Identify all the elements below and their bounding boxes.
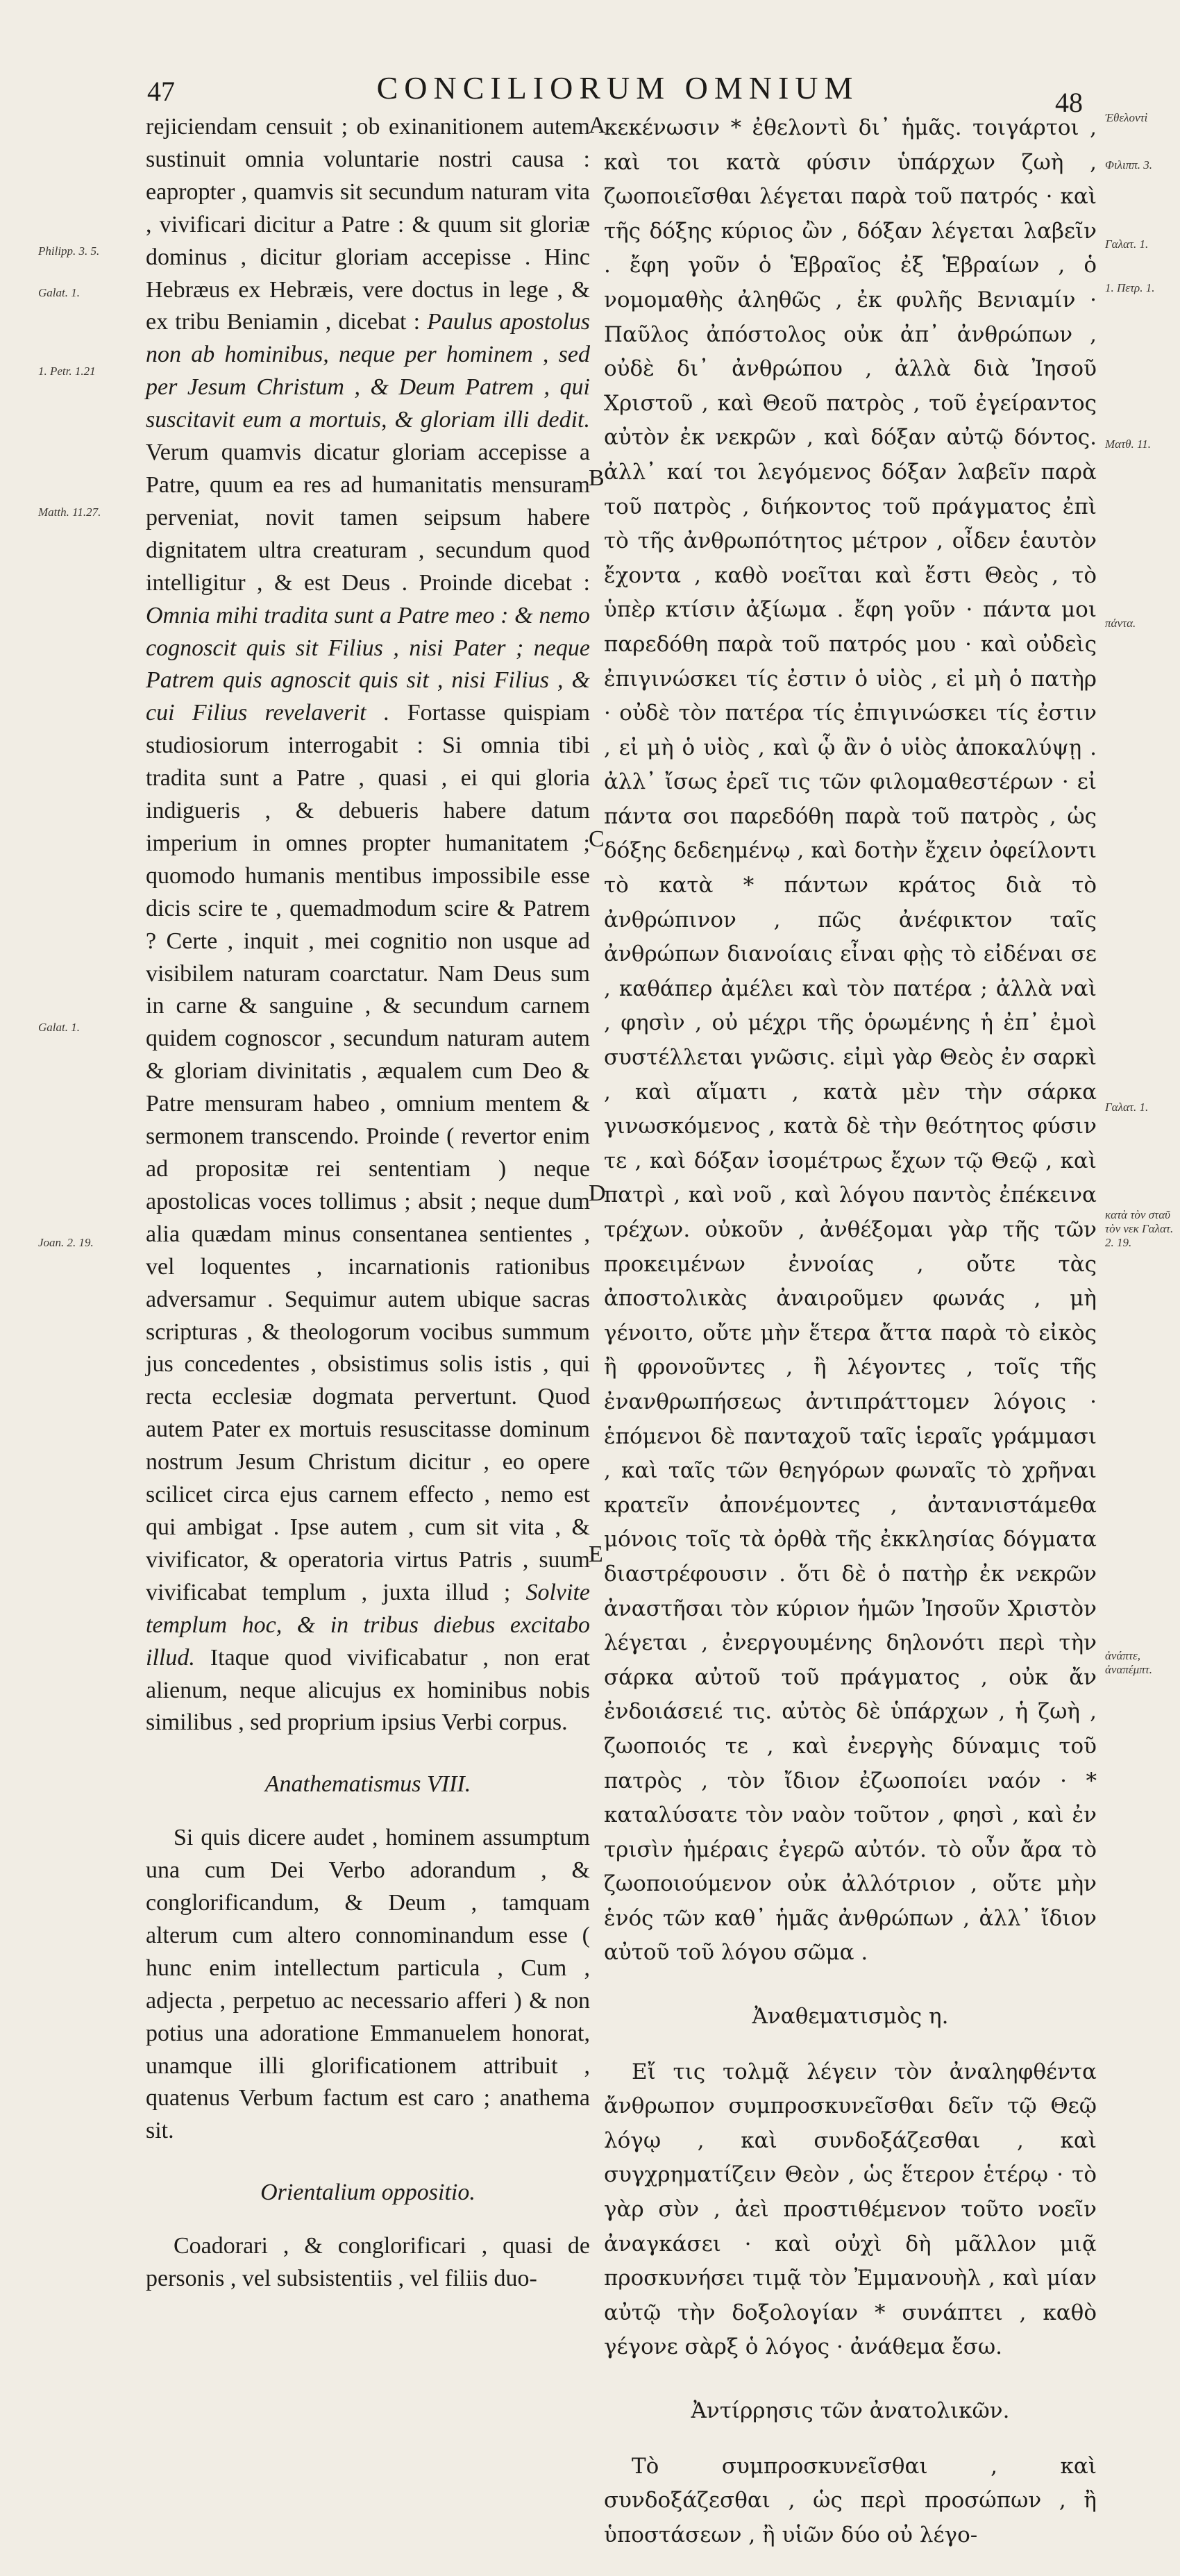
- greek-paragraph: κεκένωσιν * ἐθελοντὶ δι᾽ ἡμᾶς. τοιγάρτοι , καὶ τοι κατὰ φύσιν ὑπάρχων ζωὴ , ζωοποιεῖσθαι λέγεται παρὰ τοῦ πατρός · καὶ τῆς δόξης κύριος ὢν , δόξαν λέγεται λαβεῖν . ἔφη γοῦν ὁ Ἑβραῖος ἐξ Ἑβραίων , ὁ νομομαθὴς ἀληθῶς , ἐκ φυλῆς Βενιαμίν · Παῦλος ἀπόστολος οὐκ ἀπ᾽ ἀνθρώπων , οὐδὲ δι᾽ ἀνθρώπου , ἀλλὰ διὰ Ἰησοῦ Χριστοῦ , καὶ Θεοῦ πατρὸς , τοῦ ἐγείραντος αὐτὸν ἐκ νεκρῶν , καὶ δόξαν αὐτῷ δόντος. ἀλλ᾽ καί τοι λεγόμενος δόξαν λαβεῖν παρὰ τοῦ πατρὸς , διήκοντος τοῦ πράγματος ἐπὶ τὸ τῆς ἀνθρωπότητος μέτρον , οἶδεν ἑαυτὸν ἔχοντα , καθὸ νοεῖται καὶ ἔστι Θεὸς , τὸ ὑπὲρ κτίσιν ἀξίωμα . ἔφη γοῦν · πάντα μοι παρεδόθη παρὰ τοῦ πατρός μου · καὶ οὐδεὶς ἐπιγινώσκει τίς ἐστιν ὁ υἱὸς , εἰ μὴ ὁ πατὴρ · οὐδὲ τὸν πατέρα τίς ἐπιγινώσκει τίς ἐστιν , εἰ μὴ ὁ υἱὸς , καὶ ᾧ ἂν ὁ υἱὸς ἀποκαλύψῃ . ἀλλ᾽ ἴσως ἐρεῖ τις τῶν φιλομαθεστέρων · εἰ πάντα σοι παρεδόθη παρὰ τοῦ πατρὸς , ὡς δόξης δεδεημένῳ , καὶ δοτὴν ἔχειν ὀφείλοντι τὸ κατὰ * πάντων κράτος διὰ τὸ ἀνθρώπινον , πῶς ἀνέφικτον ταῖς ἀνθρώπων διανοίαις εἶναι φῂς τὸ εἰδέναι σε , καθάπερ ἀμέλει καὶ τὸν πατέρα ; ἀλλὰ ναὶ , φησὶν , οὐ μέχρι τῆς ὁρωμένης ἡ ἐπ᾽ ἐμοὶ συστέλλεται γνῶσις. εἰμὶ γὰρ Θεὸς ἐν σαρκὶ , καὶ αἵματι , κατὰ μὲν τὴν σάρκα γινωσκόμενος , κατὰ δὲ τὴν θεότητος φύσιν τε , καὶ δόξαν ἰσομέτρως ἔχων τῷ Θεῷ , καὶ πατρὶ , καὶ νοῦ , καὶ λόγου παντὸς ἐπέκεινα τρέχων. οὐκοῦν , ἀνθέξομαι γὰρ τῆς τῶν προκειμένων ἐννοίας , οὔτε τὰς ἀποστολικὰς ἀναιροῦμεν φωνάς , μὴ γένοιτο, οὔτε μὴν ἕτερα ἄττα παρὰ τὸ εἰκὸς ἢ φρονοῦντες , ἢ λέγοντες , τοῖς τῆς ἐνανθρωπήσεως ἀντιπράττομεν λόγοις · ἑπόμενοι δὲ πανταχοῦ ταῖς ἱεραῖς γράμμασι , καὶ ταῖς τῶν θεηγόρων φωναῖς τὸ χρῆναι κρατεῖν ἀπονέμοντες , ἀντανιστάμεθα μόνοις τοῖς τὰ ὀρθὰ τῆς ἐκκλησίας δόγματα διαστρέφουσιν . ὅτι δὲ ὁ πατὴρ ἐκ νεκρῶν ἀναστῆσαι τὸν κύριον ἡμῶν Ἰησοῦν Χριστὸν λέγεται , ἐνεργουμένης δηλονότι περὶ τὴν σάρκα αὐτοῦ τοῦ πράγματος , οὐκ ἄν ἐνδοιάσειέ τις. αὐτὸς δὲ ὑπάρχων , ἡ ζωὴ , ζωοποιός τε , καὶ ἐνεργὴς δύναμις τοῦ πατρὸς , τὸν ἴδιον ἐζωοποίει ναόν · * καταλύσατε τὸν ναὸν τοῦτον , φησὶ , καὶ ἐν τρισὶν ἡμέραις ἐγερῶ αὐτόν. τὸ οὖν ἄρα τὸ ζωοποιούμενον οὐκ ἀλλότριον , οὔτε μὴν ἑνός τῶν καθ᾽ ἡμᾶς ἀνθρώπων , ἀλλ᾽ ἴδιον αὐτοῦ τοῦ λόγου σῶμα .: [604, 115, 1097, 1966]
- margin-note: Γαλατ. 1.: [1105, 237, 1149, 251]
- latin-text: rejiciendam censuit ; ob exinanitionem autem sustinuit omnia voluntarie nostri causa : eapropter , quamvis sit secundum naturam vita , vivificari dicitur a Patre : & quum sit gloriæ dominus , dicitur gloriam accepisse . Hinc Hebræus ex Hebræis, vere doctus in lege , & ex tribu Beniamin , dicebat :: [146, 114, 590, 335]
- section-marker-e: E: [589, 1541, 603, 1567]
- latin-quote: Omnia mihi tradita sunt a Patre meo : & nemo cognoscit quis sit Filius , nisi Pater ; neque Patrem quis agnoscit quis sit , nisi Filius , & cui Filius revelaverit .: [146, 602, 590, 726]
- latin-paragraph: [146, 111, 590, 1739]
- greek-anathema-text: Εἴ τις τολμᾷ λέγειν τὸν ἀναληφθέντα ἄνθρωπον συμπροσκυνεῖσθαι δεῖν τῷ Θεῷ λόγῳ , καὶ συνδοξάζεσθαι , καὶ συγχρηματίζειν Θεὸν , ὡς ἕτερον ἑτέρῳ · τὸ γὰρ σὺν , ἀεὶ προστιθέμενον τοῦτο νοεῖν ἀναγκάσει · καὶ οὐχὶ δὴ μᾶλλον μιᾷ προσκυνήσει τιμᾷ τὸν Ἐμμανουὴλ , καὶ μίαν αὐτῷ τὴν δοξολογίαν * συνάπτει , καθὸ γέγονε σὰρξ ὁ λόγος · ἀνάθεμα ἔσω.: [604, 2059, 1097, 2360]
- margin-note: Philipp. 3. 5.: [38, 244, 100, 258]
- page-number-left: 47: [147, 76, 175, 107]
- margin-note: Φιλιππ. 3.: [1105, 158, 1153, 172]
- latin-heading-anathematismus: Anathematismus VIII.: [264, 1771, 471, 1798]
- margin-note: Galat. 1.: [38, 1021, 80, 1034]
- margin-note: πάντα.: [1105, 617, 1136, 630]
- latin-text: Fortasse quispiam studiosiorum interrogabit : Si omnia tibi tradita sunt a Patre , quasi , ei qui gloria indigueris , & debueris habere datum imperium in omnes propter humanitatem ; quomodo humanis mentibus impossibile esse dicis scire te , quemadmodum scire & Patrem ? Certe , inquit , mei cognitio non usque ad visibilem naturam coarctatur. Nam Deus sum in carne & sanguine , & secundum carnem quidem cognoscor , secundum naturam autem & gloriam divinitatis , æqualem cum Deo & Patre mensuram habeo , omnium mentem & sermonem transcendo. Proinde ( revertor enim ad propositæ rei sententiam ) neque apostolicas voces tollimus ; absit ; neque dum alia quædam minus consentanea sentientes , vel loquentes , incarnationis rationibus adversamur . Sequimur autem ubique sacras scripturas , & theologorum vocibus summum jus concedentes , obsistimus solis istis , qui recta ecclesiæ dogmata pervertunt. Quod autem Pater ex mortuis resuscitasse dominum nostrum Jesum Christum dicitur , eo opere scilicet circa ejus carnem effecto , nemo est qui ambigat . Ipse autem , cum sit vita , & vivificator, & operatoria virtus Patris , suum vivificabat templum , juxta illud ;: [146, 700, 590, 1605]
- page-number-right: 48: [1055, 87, 1083, 118]
- margin-note: 1. Petr. 1.21: [38, 365, 96, 378]
- greek-heading-antirrhesis: Ἀντίρρησις τῶν ἀνατολικῶν.: [691, 2398, 1010, 2423]
- margin-note: Galat. 1.: [38, 286, 80, 299]
- latin-text: Verum quamvis dicatur gloriam accepisse a Patre, quum ea res ad humanitatis mensuram perveniat, novit tamen seipsum habere dignitatem ultra creaturam , secundum quod intelligitur , & est Deus . Proinde dicebat :: [146, 440, 590, 596]
- latin-column: [146, 111, 590, 2319]
- margin-note: Γαλατ. 1.: [1105, 1101, 1149, 1114]
- greek-antirrhesis-text: Τὸ συμπροσκυνεῖσθαι , καὶ συνδοξάζεσθαι , ὡς περὶ προσώπων , ἢ ὑποστάσεων , ἢ υἱῶν δύο οὐ λέγο-: [604, 2453, 1097, 2548]
- running-head: CONCILIORUM OMNIUM: [376, 70, 859, 106]
- margin-note: Joan. 2. 19.: [38, 1236, 94, 1249]
- latin-anathema-text: Si quis dicere audet , hominem assumptum una cum Dei Verbo adorandum , & conglorificandum, & Deum , tamquam alterum cum altero connominandum esse ( hunc enim intellectum particula , Cum , adjecta , perpetuo ac necessario afferi ) & non potius una adoratione Emmanuelem honorat, unamque illi glorificationem attribuit , quatenus Verbum factum est caro ; anathema sit.: [146, 1825, 590, 2144]
- greek-heading-anathematismus: Ἀναθεματισμὸς η.: [752, 2004, 949, 2030]
- section-marker-d: D: [589, 1180, 606, 1206]
- margin-note: Matth. 11.27.: [38, 505, 101, 519]
- greek-column: [604, 111, 1097, 2576]
- section-marker-b: B: [589, 465, 605, 491]
- latin-quote: Paulus apostolus non ab hominibus, neque per hominem , sed per Jesum Christum , & Deum Patrem , qui suscitavit eum a mortuis, & gloriam illi dedit.: [146, 309, 591, 433]
- latin-quote: Solvite templum hoc, & in tribus diebus excitabo illud.: [146, 1579, 590, 1671]
- margin-note: Ἐθελοντὶ: [1105, 111, 1148, 124]
- section-marker-a: A: [589, 112, 606, 138]
- margin-note: ἀνάπτε, ἀναπέμπτ.: [1105, 1649, 1152, 1676]
- latin-oppositio-text: Coadorari , & conglorificari , quasi de personis , vel subsistentiis , vel filiis duo-: [146, 2233, 590, 2292]
- margin-note: 1. Πετρ. 1.: [1105, 281, 1155, 294]
- latin-heading-oppositio: Orientalium oppositio.: [260, 2180, 475, 2206]
- latin-text: Itaque quod vivificabatur , non erat alienum, neque alicujus ex hominibus nobis similibus , sed proprium ipsius Verbi corpus.: [146, 1644, 591, 1736]
- section-marker-c: C: [589, 826, 605, 852]
- margin-note: κατὰ τὸν σταῦ τὸν νεκ Γαλατ. 2. 19.: [1105, 1208, 1174, 1249]
- margin-note: Ματθ. 11.: [1105, 437, 1152, 451]
